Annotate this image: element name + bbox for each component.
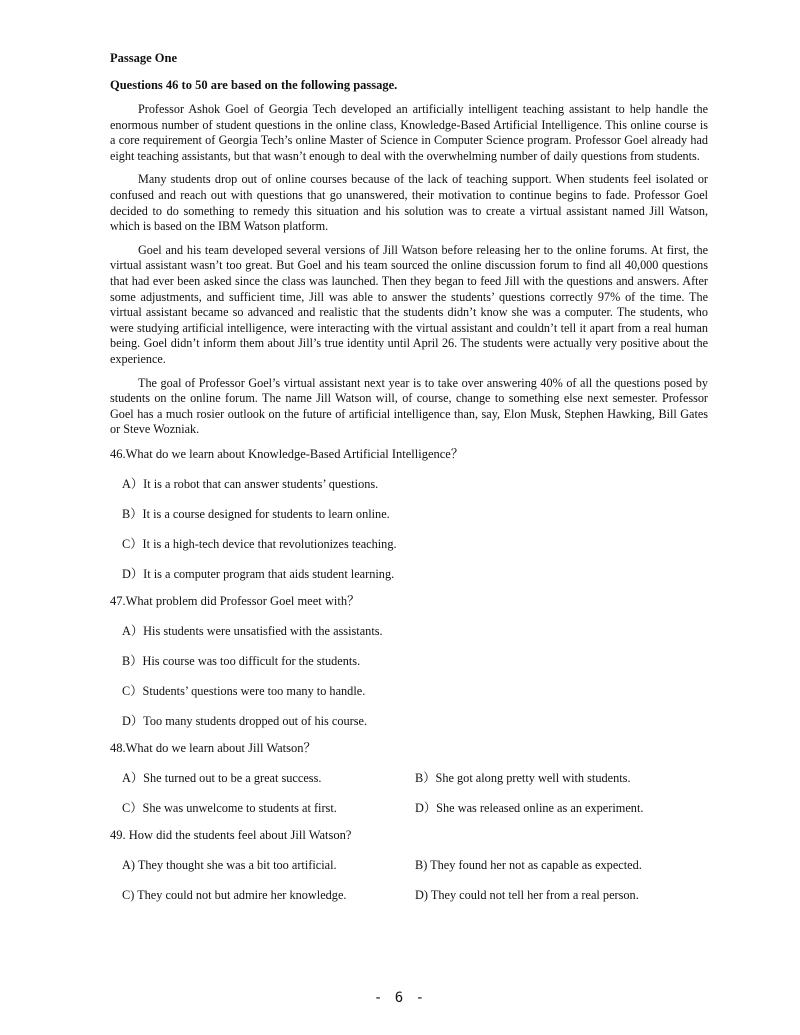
question-48-options-row-2 bbox=[122, 800, 708, 817]
question-49-options-row-2 bbox=[122, 887, 708, 904]
passage-title: Passage One bbox=[110, 51, 178, 65]
passage-paragraph-2: Many students drop out of online courses because of the lack of teaching support. When students feel isolated or confused and reach out with questions that go unanswered, their motivation to continue begins to fade. Professor Goel decided to do something to remedy this situation and his solution was to create a virtual assistant named Jill Watson, which is based on the IBM Watson platform. bbox=[110, 172, 708, 234]
question-48-options-row-1 bbox=[122, 770, 708, 787]
page-content bbox=[110, 50, 708, 904]
question-48 bbox=[110, 740, 708, 817]
question-48-option-b: B）She got along pretty well with students. bbox=[415, 770, 631, 785]
question-47-option-a: A）His students were unsatisfied with the assistants. bbox=[122, 623, 383, 638]
passage-paragraph-3: Goel and his team developed several versions of Jill Watson before releasing her to the online forums. At first, the virtual assistant wasn’t too great. But Goel and his team sourced the online discussion forum to find all 40,000 questions that had ever been asked since the class was launched. Then they began to feed Jill with the questions and answers. After some adjustments, and sufficient time, Jill was able to answer the students’ questions correctly 97% of the time. The virtual assistant became so advanced and realistic that the students didn’t know she was a computer. The students, who were studying artificial intelligence, were interacting with the virtual assistant and couldn’t tell it apart from a real human being. Goel didn’t inform them about Jill’s true identity until April 26. The students were actually very positive about the experience. bbox=[110, 242, 708, 366]
question-47-option-b: B）His course was too difficult for the students. bbox=[122, 653, 361, 668]
passage-paragraph-1: Professor Ashok Goel of Georgia Tech developed an artificially intelligent teaching assistant to help handle the enormous number of student questions in the online class, Knowledge-Based Artificial Intelligence. This online course is a core requirement of Georgia Tech’s online Master of Science in Computer Science program. Professor Goel already had eight teaching assistants, but that wasn’t enough to deal with the overwhelming number of daily questions from students. bbox=[110, 102, 708, 163]
question-48-option-a: A）She turned out to be a great success. bbox=[122, 770, 322, 785]
question-49-option-b: B) They found her not as capable as expected. bbox=[415, 857, 642, 872]
question-47-stem: 47.What problem did Professor Goel meet with？ bbox=[110, 593, 360, 608]
question-49-options-row-1 bbox=[122, 857, 708, 874]
question-48-stem: 48.What do we learn about Jill Watson？ bbox=[110, 740, 317, 755]
question-46 bbox=[110, 446, 708, 583]
passage-instruction: Questions 46 to 50 are based on the following passage. bbox=[110, 78, 398, 92]
question-49-stem: 49. How did the students feel about Jill Watson? bbox=[110, 827, 352, 842]
question-47-option-d: D）Too many students dropped out of his course. bbox=[122, 713, 368, 728]
question-46-option-c: C）It is a high-tech device that revolutionizes teaching. bbox=[122, 536, 397, 551]
question-49 bbox=[110, 827, 708, 904]
question-46-option-d: D）It is a computer program that aids student learning. bbox=[122, 566, 395, 581]
question-48-option-c: C）She was unwelcome to students at first. bbox=[122, 800, 337, 815]
question-49-option-a: A) They thought she was a bit too artificial. bbox=[122, 857, 337, 872]
question-46-stem: 46.What do we learn about Knowledge-Based Artificial Intelligence？ bbox=[110, 446, 464, 461]
page-number: - 6 - bbox=[373, 990, 427, 1006]
question-48-option-d: D）She was released online as an experiment. bbox=[415, 800, 644, 815]
question-46-option-b: B）It is a course designed for students to learn online. bbox=[122, 506, 390, 521]
question-46-option-a: A）It is a robot that can answer students’ questions. bbox=[122, 476, 379, 491]
question-49-option-d: D) They could not tell her from a real person. bbox=[415, 887, 639, 902]
question-47 bbox=[110, 593, 708, 730]
question-47-option-c: C）Students’ questions were too many to handle. bbox=[122, 683, 366, 698]
passage-paragraph-4: The goal of Professor Goel’s virtual assistant next year is to take over answering 40% of all the questions posed by students on the online forum. The name Jill Watson will, of course, change to something else next semester. Professor Goel has a much rosier outlook on the future of artificial intelligence than, say, Elon Musk, Stephen Hawking, Bill Gates or Steve Wozniak. bbox=[110, 375, 708, 437]
question-49-option-c: C) They could not but admire her knowledge. bbox=[122, 887, 347, 902]
